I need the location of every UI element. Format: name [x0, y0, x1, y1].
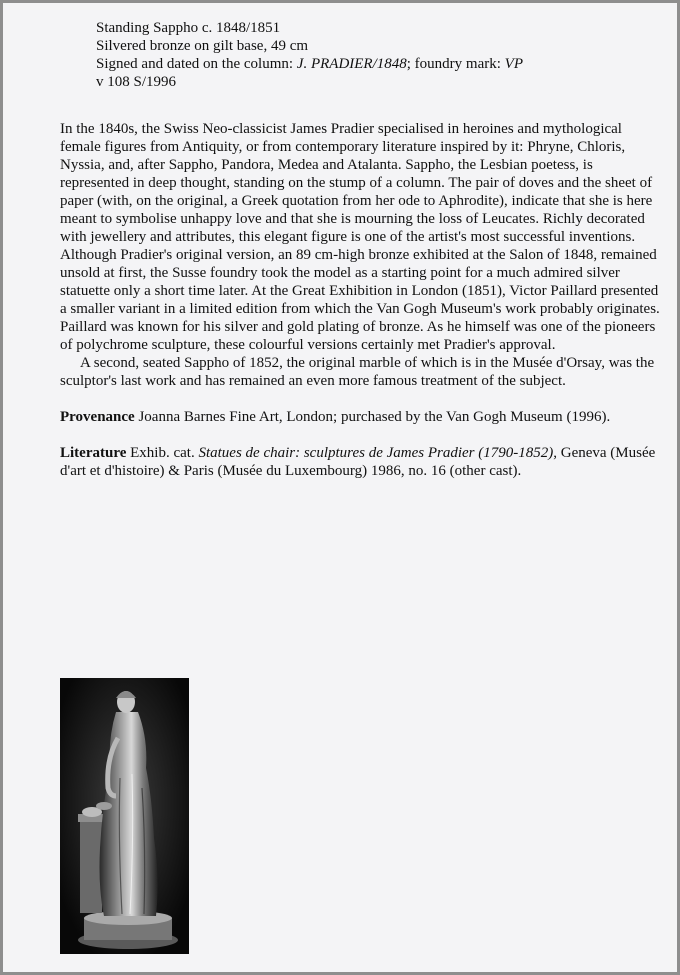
literature-text: , Geneva (Musée d'art et d'histoire) & Paris (Musée du Luxembourg) 1986, no. 16 (other cast).	[60, 445, 656, 479]
document-page	[3, 3, 677, 972]
provenance-label: Provenance	[60, 409, 135, 425]
object-medium: Silvered bronze on gilt base, 49 cm	[96, 38, 309, 54]
foundry-prefix: ; foundry mark:	[406, 56, 505, 72]
object-caption	[96, 19, 523, 91]
object-signature-line	[96, 55, 523, 73]
sculpture-photo	[60, 678, 189, 954]
literature-title: Statues de chair: sculptures de James Pradier (1790-1852)	[198, 445, 554, 461]
paragraph-2: A second, seated Sappho of 1852, the original marble of which is in the Musée d'Orsay, was the sculptor's last work and has remained an even more famous treatment of the subject.	[60, 355, 655, 389]
paragraph-1: In the 1840s, the Swiss Neo-classicist James Pradier specialised in heroines and mythological female figures from Antiquity, or from contemporary literature inspired by it: Phryne, Chloris, Nyssia, and, after Sappho, Pandora, Medea and Atalanta. Sappho, the Lesbian poetess, is represented in deep thought, standing on the stump of a column. The pair of doves and the sheet of paper (with, on the original, a Greek quotation from her ode to Aphrodite), indicate that she is here meant to symbolise unhappy love and that she is mourning the loss of Leucates. Richly decorated with jewellery and attributes, this elegant figure is one of the artist's most successful inventions. Although Pradier's original version, an 89 cm-high bronze exhibited at the Salon of 1848, remained unsold at first, the Susse foundry took the model as a starting point for a much admired silver statuette only a short time later. At the Great Exhibition in London (1851), Victor Paillard presented a smaller variant in a limited edition from which the Van Gogh Museum's work probably originates. Paillard was known for his silver and gold plating of bronze. As he himself was one of the pioneers of polychrome sculpture, these colourful versions certainly met Pradier's approval.	[60, 121, 660, 353]
entry-body	[60, 120, 660, 480]
object-title: Standing Sappho c. 1848/1851	[96, 20, 281, 36]
sappho-statue-image	[60, 678, 189, 954]
inventory-number: v 108 S/1996	[96, 74, 177, 90]
literature-label: Literature	[60, 445, 127, 461]
literature-section	[60, 444, 660, 480]
literature-prefix: Exhib. cat.	[126, 445, 199, 461]
provenance-text: Joanna Barnes Fine Art, London; purchased by the Van Gogh Museum (1996).	[134, 409, 611, 425]
foundry-mark: VP	[504, 56, 523, 72]
provenance-section	[60, 408, 660, 426]
signature-text: J. PRADIER/1848	[296, 56, 407, 72]
signature-prefix: Signed and dated on the column:	[96, 56, 297, 72]
